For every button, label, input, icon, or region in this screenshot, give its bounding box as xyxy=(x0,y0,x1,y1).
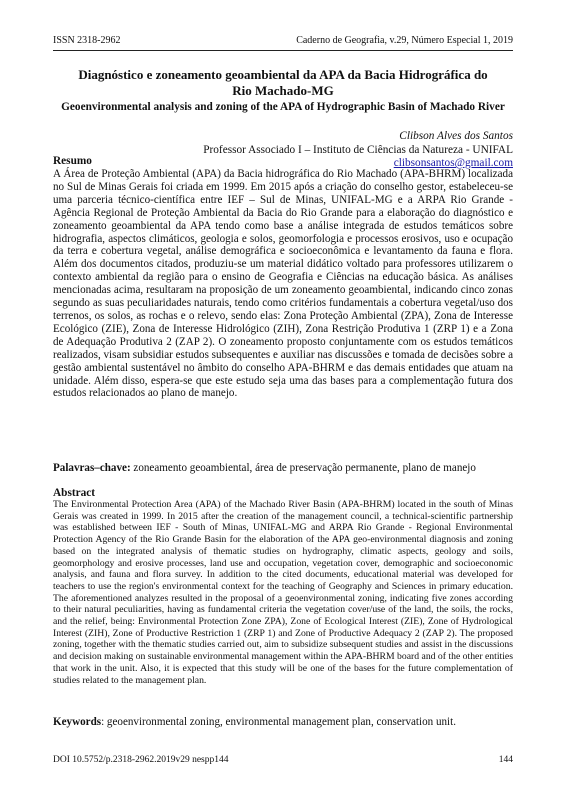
author-block xyxy=(203,130,513,171)
header-rule xyxy=(53,50,513,51)
palavras-chave xyxy=(53,462,513,474)
author-name: Clibson Alves dos Santos xyxy=(399,130,513,142)
resumo-text: A Área de Proteção Ambiental (APA) da Bacia hidrográfica do Rio Machado (APA-BHRM) localizada no Sul de Minas Gerais foi criada em 1999. Em 2015 após a criação do conselho gestor, estabeleceu-se uma parceria técnico-científica entre IEF – Sul de Minas, UNIFAL-MG e a ARPA Rio Grande - Agência Regional de Proteção Ambiental da Bacia do Rio Grande para a elaboração do diagnóstico e zoneamento geoambiental da APA tendo como base a análise integrada de estudos temáticos sobre hidrografia, aspectos climáticos, geologia e solos, geomorfologia e processos erosivos, uso e ocupação da terra e cobertura vegetal, análise demográfica e socioeconômica e levantamento da fauna e flora. Além dos documentos citados, produziu-se um material didático voltado para professores utilizarem o contexto ambiental da região para o ensino de Geografia e Ciências na educação básica. As análises mencionadas acima, resultaram na proposição de um zoneamento geoambiental, indicando cinco zonas segundo as suas peculiaridades naturais, tendo como critérios fundamentais a cobertura vegetal/uso dos terrenos, os solos, as rochas e o relevo, sendo elas: Zona Proteção Ambiental (ZPA), Zona de Interesse Ecológico (ZIE), Zona de Interesse Hidrológico (ZIH), Zona Restrição Produtiva 1 (ZRP 1) e a Zona de Adequação Produtiva 2 (ZAP 2). O zoneamento proposto conjuntamente com os estudos temáticos realizados, visam subsidiar estudos subsequentes e auxiliar nas discussões e tomada de decisões sobre a gestão ambiental sustentável no âmbito do conselho APA-BHRM e das demais entidades que atuam na unidade. Além disso, espera-se que este estudo seja uma das bases para a complementação futura dos estudos relacionados ao plano de manejo. xyxy=(53,168,513,400)
resumo-heading: Resumo xyxy=(53,155,92,167)
keywords xyxy=(53,716,513,728)
author-affiliation: Professor Associado I – Instituto de Ciências da Natureza - UNIFAL xyxy=(203,143,513,156)
page-footer xyxy=(53,755,513,765)
palavras-chave-label: Palavras–chave: xyxy=(53,462,131,474)
journal-info: Caderno de Geografia, v.29, Número Especial 1, 2019 xyxy=(296,35,513,46)
issn: ISSN 2318-2962 xyxy=(53,35,121,46)
abstract-text: The Environmental Protection Area (APA) of the Machado River Basin (APA-BHRM) located in the south of Minas Gerais was created in 1999. In 2015 after the creation of the management council, a technical-scientific partnership was established between IEF - South of Minas, UNIFAL-MG and ARPA Rio Grande - Regional Environmental Protection Agency of the Rio Grande Basin for the elaboration of the APA geo-environmental diagnosis and zoning based on the integrated analysis of thematic studies on hydrography, climatic aspects, geology and soils, geomorphology and erosive processes, land use and occupation, vegetation cover, demographic and socioeconomic analysis, and fauna and flora survey. In addition to the cited documents, educational material was developed for teachers to use the region's environmental context for the teaching of Geography and Sciences in primary education. The aforementioned analyzes resulted in the proposal of a geoenvironmental zoning, indicating five zones according to their natural peculiarities, having as fundamental criteria the vegetation cover/use of the land, the soils, the rocks, and the relief, being: Environmental Protection Zone ZPA), Zone of Ecological Interest (ZIE), Zone of Hydrological Interest (ZIH), Zone of Productive Restriction 1 (ZRP 1) and Zone of Productive Adequacy 2 (ZAP 2). The proposed zoning, together with the thematic studies carried out, aim to subsidize subsequent studies and assist in the discussions and decision making on sustainable environmental management within the APA-BHRM board and of the other entities that work in the unit. Also, it is expected that this study will be one of the bases for the future complementation of studies related to the management plan. xyxy=(53,499,513,686)
palavras-chave-text: zoneamento geoambiental, área de preservação permanente, plano de manejo xyxy=(130,462,476,474)
page-number: 144 xyxy=(498,755,513,765)
paper-title: Diagnóstico e zoneamento geoambiental da APA da Bacia Hidrográfica do Rio Machado-MG xyxy=(78,67,488,98)
running-header xyxy=(53,35,513,46)
abstract-heading: Abstract xyxy=(53,487,96,499)
english-title: Geoenvironmental analysis and zoning of the APA of Hydrographic Basin of Machado River xyxy=(61,101,505,113)
keywords-label: Keywords xyxy=(53,716,102,728)
author-email-link[interactable]: clibsonsantos@gmail.com xyxy=(393,157,513,169)
doi: DOI 10.5752/p.2318-2962.2019v29 nespp144 xyxy=(53,755,229,765)
keywords-text: : geoenvironmental zoning, environmental management plan, conservation unit. xyxy=(101,716,456,728)
